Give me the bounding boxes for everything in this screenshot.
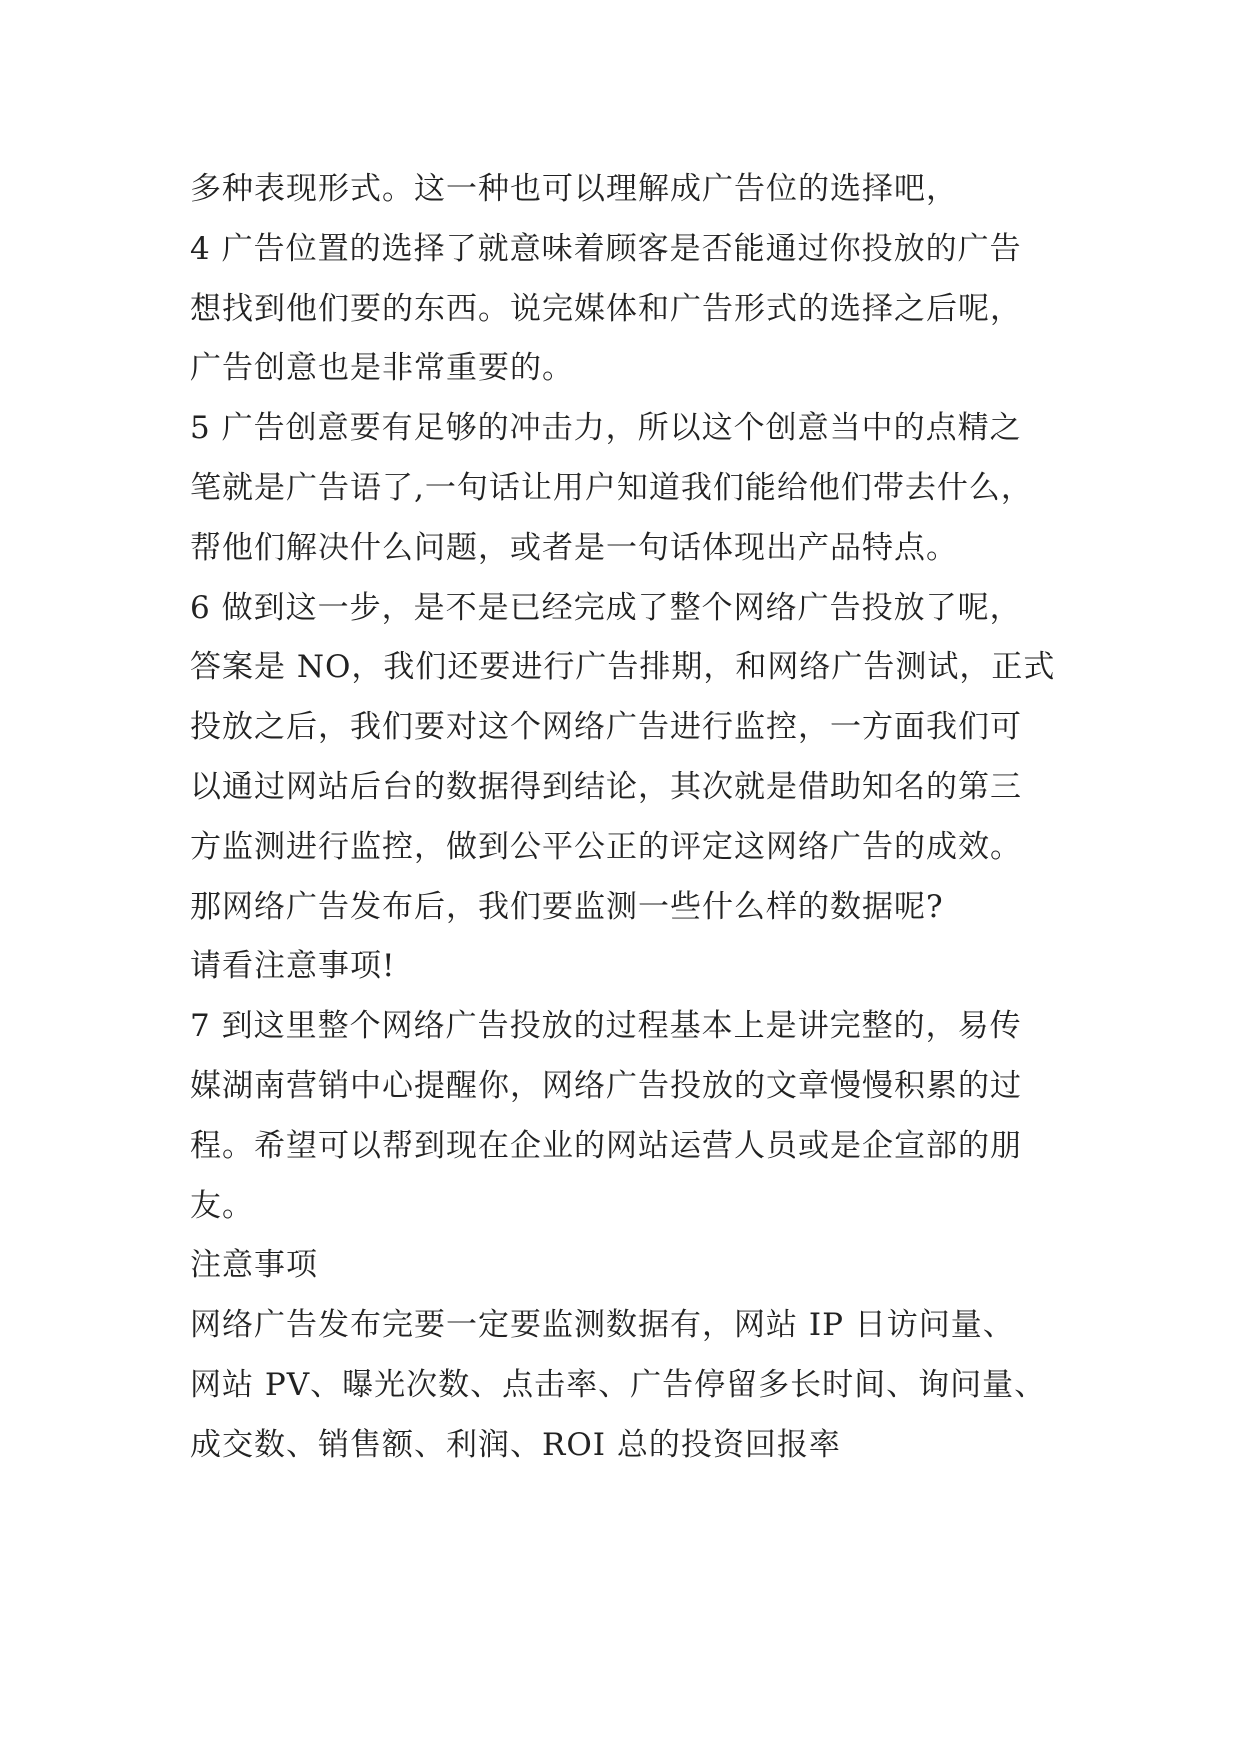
text-line: 帮他们解决什么问题，或者是一句话体现出产品特点。 xyxy=(190,529,958,566)
text-line: 答案是 NO，我们还要进行广告排期，和网络广告测试，正式 xyxy=(190,649,1056,686)
text-line: 程。希望可以帮到现在企业的网站运营人员或是企宣部的朋 xyxy=(190,1127,1022,1164)
text-line: 以通过网站后台的数据得到结论，其次就是借助知名的第三 xyxy=(190,768,1022,805)
text-line: 5 广告创意要有足够的冲击力，所以这个创意当中的点精之 xyxy=(190,410,1022,447)
text-line: 那网络广告发布后，我们要监测一些什么样的数据呢? xyxy=(190,888,944,925)
text-line: 7 到这里整个网络广告投放的过程基本上是讲完整的，易传 xyxy=(190,1008,1022,1045)
text-line: 媒湖南营销中心提醒你，网络广告投放的文章慢慢积累的过 xyxy=(190,1067,1022,1104)
section-heading: 注意事项 xyxy=(190,1247,318,1284)
text-line: 多种表现形式。这一种也可以理解成广告位的选择吧， xyxy=(190,171,958,207)
text-line: 广告创意也是非常重要的。 xyxy=(190,350,574,387)
text-line: 6 做到这一步，是不是已经完成了整个网络广告投放了呢， xyxy=(190,589,1022,626)
text-line: 方监测进行监控，做到公平公正的评定这网络广告的成效。 xyxy=(190,828,1022,865)
text-line: 请看注意事项! xyxy=(190,948,396,985)
text-line: 成交数、销售额、利润、ROI 总的投资回报率 xyxy=(190,1426,841,1463)
text-line: 想找到他们要的东西。说完媒体和广告形式的选择之后呢， xyxy=(190,290,1022,327)
text-line: 网络广告发布完要一定要监测数据有，网站 IP 日访问量、 xyxy=(190,1307,1015,1344)
document-body xyxy=(190,160,1070,1476)
text-line: 友。 xyxy=(190,1187,254,1224)
text-line: 网站 PV、曝光次数、点击率、广告停留多长时间、询问量、 xyxy=(190,1366,1047,1403)
text-line: 4 广告位置的选择了就意味着顾客是否能通过你投放的广告 xyxy=(190,230,1022,267)
text-line: 投放之后，我们要对这个网络广告进行监控，一方面我们可 xyxy=(190,709,1022,746)
text-line: 笔就是广告语了,一句话让用户知道我们能给他们带去什么， xyxy=(190,469,1033,506)
